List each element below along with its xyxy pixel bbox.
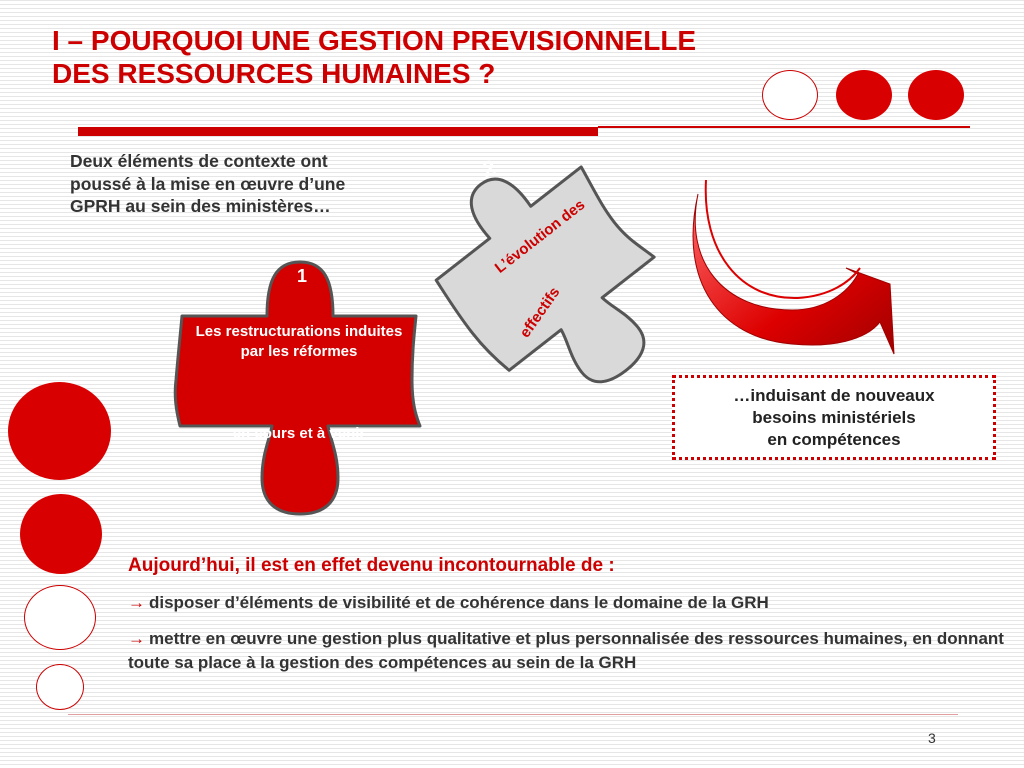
decor-circle-red-left-1 [8, 382, 111, 480]
puzzle-piece-red [172, 258, 428, 520]
arrow-right-icon: → [128, 629, 145, 648]
footer-rule [68, 714, 958, 715]
result-line-1: …induisant de nouveaux [733, 385, 935, 405]
conclusion-bullet-visibilite [128, 591, 1008, 615]
slide-title [52, 24, 752, 90]
decor-circle-outline-left-1 [24, 585, 96, 650]
conclusion-bullet-gestion [128, 627, 1008, 675]
decor-circle-red-top-1 [836, 70, 892, 120]
conclusion-bullet-text: disposer d’éléments de visibilité et de cohérence dans le domaine de la GRH [149, 593, 769, 612]
result-box [672, 375, 996, 460]
puzzle-1-text-restructurations: Les restructurations induites par les réformes [195, 323, 403, 360]
arrow-right-icon: → [128, 593, 145, 612]
puzzle-piece-gray [424, 140, 670, 402]
puzzle-2-text-evolution: L’évolution des [491, 196, 589, 277]
slide-title-line-2: DES RESSOURCES HUMAINES ? [52, 58, 496, 89]
puzzle-2-number: 2 [480, 154, 499, 183]
title-rule-thin [598, 126, 970, 128]
decor-circle-red-left-2 [20, 494, 102, 574]
page-number: 3 [928, 730, 936, 746]
decor-circle-red-top-2 [908, 70, 964, 120]
intro-text: Deux éléments de contexte ont poussé à la mise en œuvre d’une GPRH au sein des ministères… [70, 151, 346, 216]
puzzle-1-text-en-cours: en cours et à venir [232, 425, 366, 442]
decor-circle-outline-left-2 [36, 664, 84, 710]
decor-circle-outline-top [762, 70, 818, 120]
slide-title-line-1: I – POURQUOI UNE GESTION PREVISIONNELLE [52, 25, 697, 56]
puzzle-2-text-effectifs: effectifs [516, 284, 564, 341]
result-line-2: besoins ministériels [752, 407, 916, 427]
puzzle-1-number: 1 [296, 266, 307, 286]
conclusion-bullet-text: mettre en œuvre une gestion plus qualitative et plus personnalisée des ressources humaines, en donnant toute sa place à la gestion des compétences au sein de la GRH [128, 629, 1004, 672]
curved-arrow-icon [680, 172, 915, 362]
conclusion-heading: Aujourd’hui, il est en effet devenu incontournable de : [128, 555, 615, 576]
result-line-3: en compétences [767, 429, 901, 449]
title-rule-thick [78, 127, 598, 136]
